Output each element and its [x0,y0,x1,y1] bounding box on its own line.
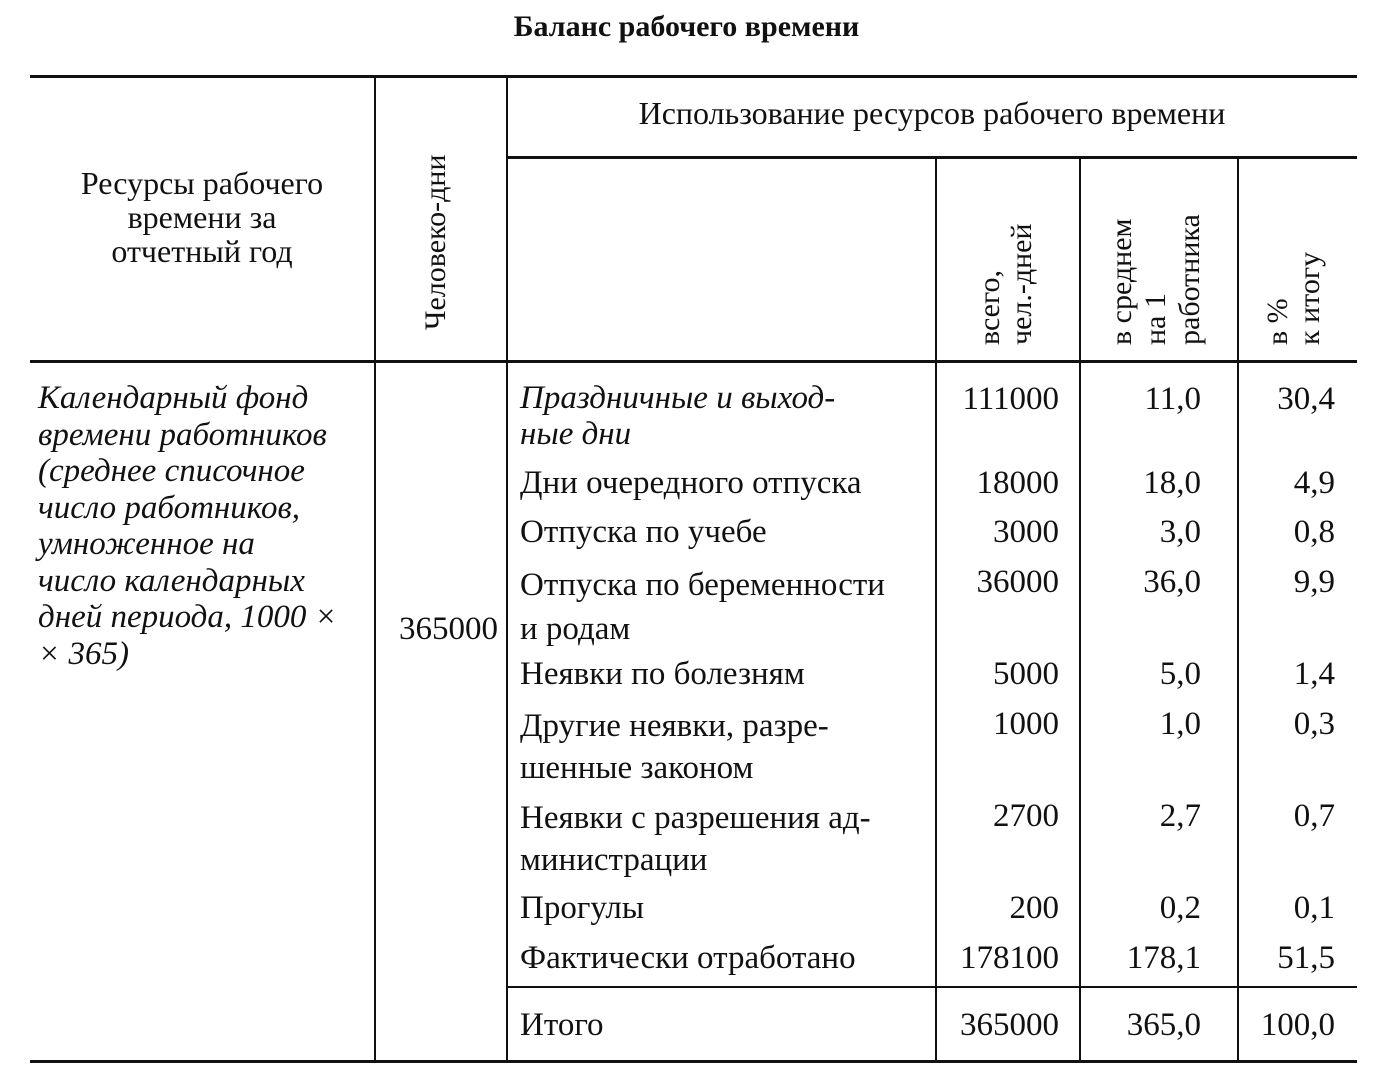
total-row-rule [507,986,1357,988]
table-title: Баланс рабочего времени [513,10,860,43]
col-divider-2 [506,76,508,1062]
resource-person-days: 365000 [399,611,498,647]
header-usage-group: Использование ресурсов рабочего времени [638,95,1226,131]
group-header-rule [507,156,1357,159]
bottom-rule [30,1060,1357,1063]
header-bottom-rule [30,360,1357,363]
header-resources: Ресурсы рабочего времени за отчетный год [80,165,324,269]
resource-description: Календарный фонд времени работников (среднее списочное число работников, умноженное на число календарных дней периода, 1000 × × 365) [38,380,337,672]
header-person-days: Человеко-дни [419,154,452,330]
top-rule [30,75,1357,78]
col-divider-1 [374,76,376,1062]
